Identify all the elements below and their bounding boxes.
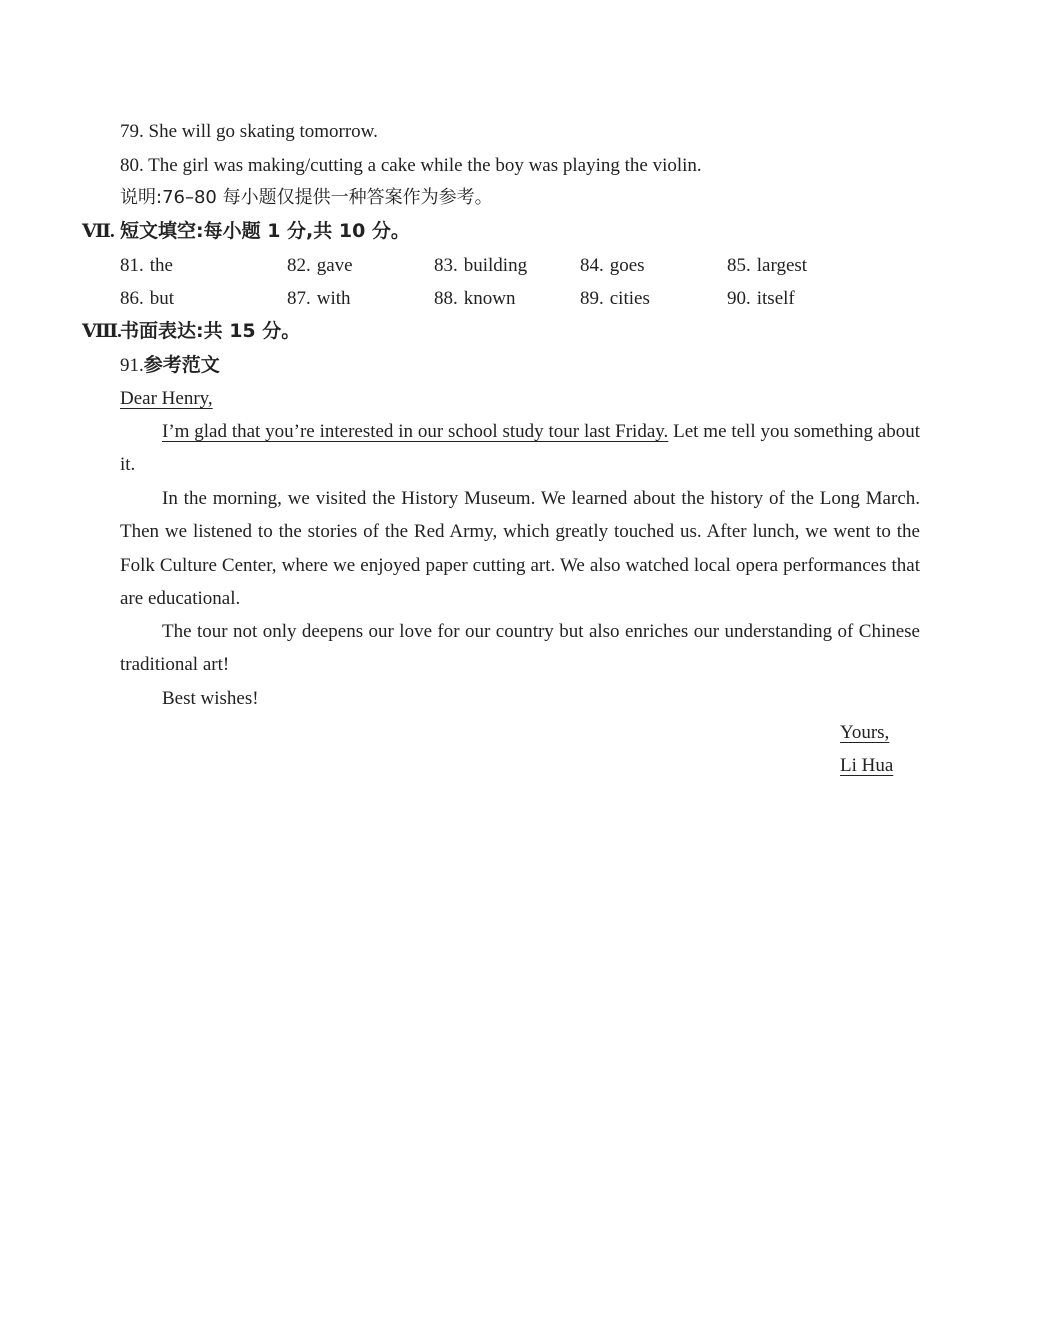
letter-paragraph-1-rest: Let me tell you something about it.	[120, 421, 920, 476]
letter-salutation: Dear Henry,	[120, 388, 213, 409]
letter-paragraph-1-underlined: I’m glad that you’re interested in our school study tour last Friday.	[162, 421, 669, 442]
letter-paragraph-1	[120, 415, 920, 482]
answer-82: 82. gave	[287, 255, 353, 276]
section-8-heading	[82, 322, 300, 341]
answer-88: 88. known	[434, 288, 516, 309]
letter-sign-off: Yours,	[840, 722, 890, 743]
answer-90: 90. itself	[727, 288, 795, 309]
question-91-number: 91.	[120, 355, 144, 376]
answer-84: 84. goes	[580, 255, 645, 276]
section-7-title: 短文填空:每小题 1 分,共 10 分。	[120, 220, 410, 242]
section-8-numeral: Ⅷ.	[82, 321, 121, 342]
question-91-title: 参考范文	[143, 354, 220, 376]
section-7-heading	[82, 222, 410, 241]
section-8-title: 书面表达:共 15 分。	[120, 320, 301, 342]
answer-80: 80. The girl was making/cutting a cake while the boy was playing the violin.	[120, 155, 702, 176]
answer-86: 86. but	[120, 288, 175, 309]
answer-79: 79. She will go skating tomorrow.	[120, 121, 378, 142]
letter-closing: Best wishes!	[162, 688, 259, 709]
letter-paragraph-2: In the morning, we visited the History Museum. We learned about the history of the Long March. Then we listened to the stories of the Red Army, which greatly touched us. After lunch, we went to the Folk Culture Center, where we enjoyed paper cutting art. We also watched local opera performances that are educational.	[120, 488, 920, 610]
answer-89: 89. cities	[580, 288, 650, 309]
answer-83: 83. building	[434, 255, 528, 276]
section-7-numeral: Ⅶ.	[82, 221, 114, 242]
answer-note: 说明:76–80 每小题仅提供一种答案作为参考。	[120, 187, 493, 208]
question-91-heading	[120, 356, 220, 375]
answer-87: 87. with	[287, 288, 351, 309]
letter-signature: Li Hua	[840, 755, 894, 776]
answer-85: 85. largest	[727, 255, 808, 276]
letter-paragraph-3: The tour not only deepens our love for our country but also enriches our understanding of Chinese traditional art!	[120, 621, 920, 676]
answer-81: 81. the	[120, 255, 173, 276]
